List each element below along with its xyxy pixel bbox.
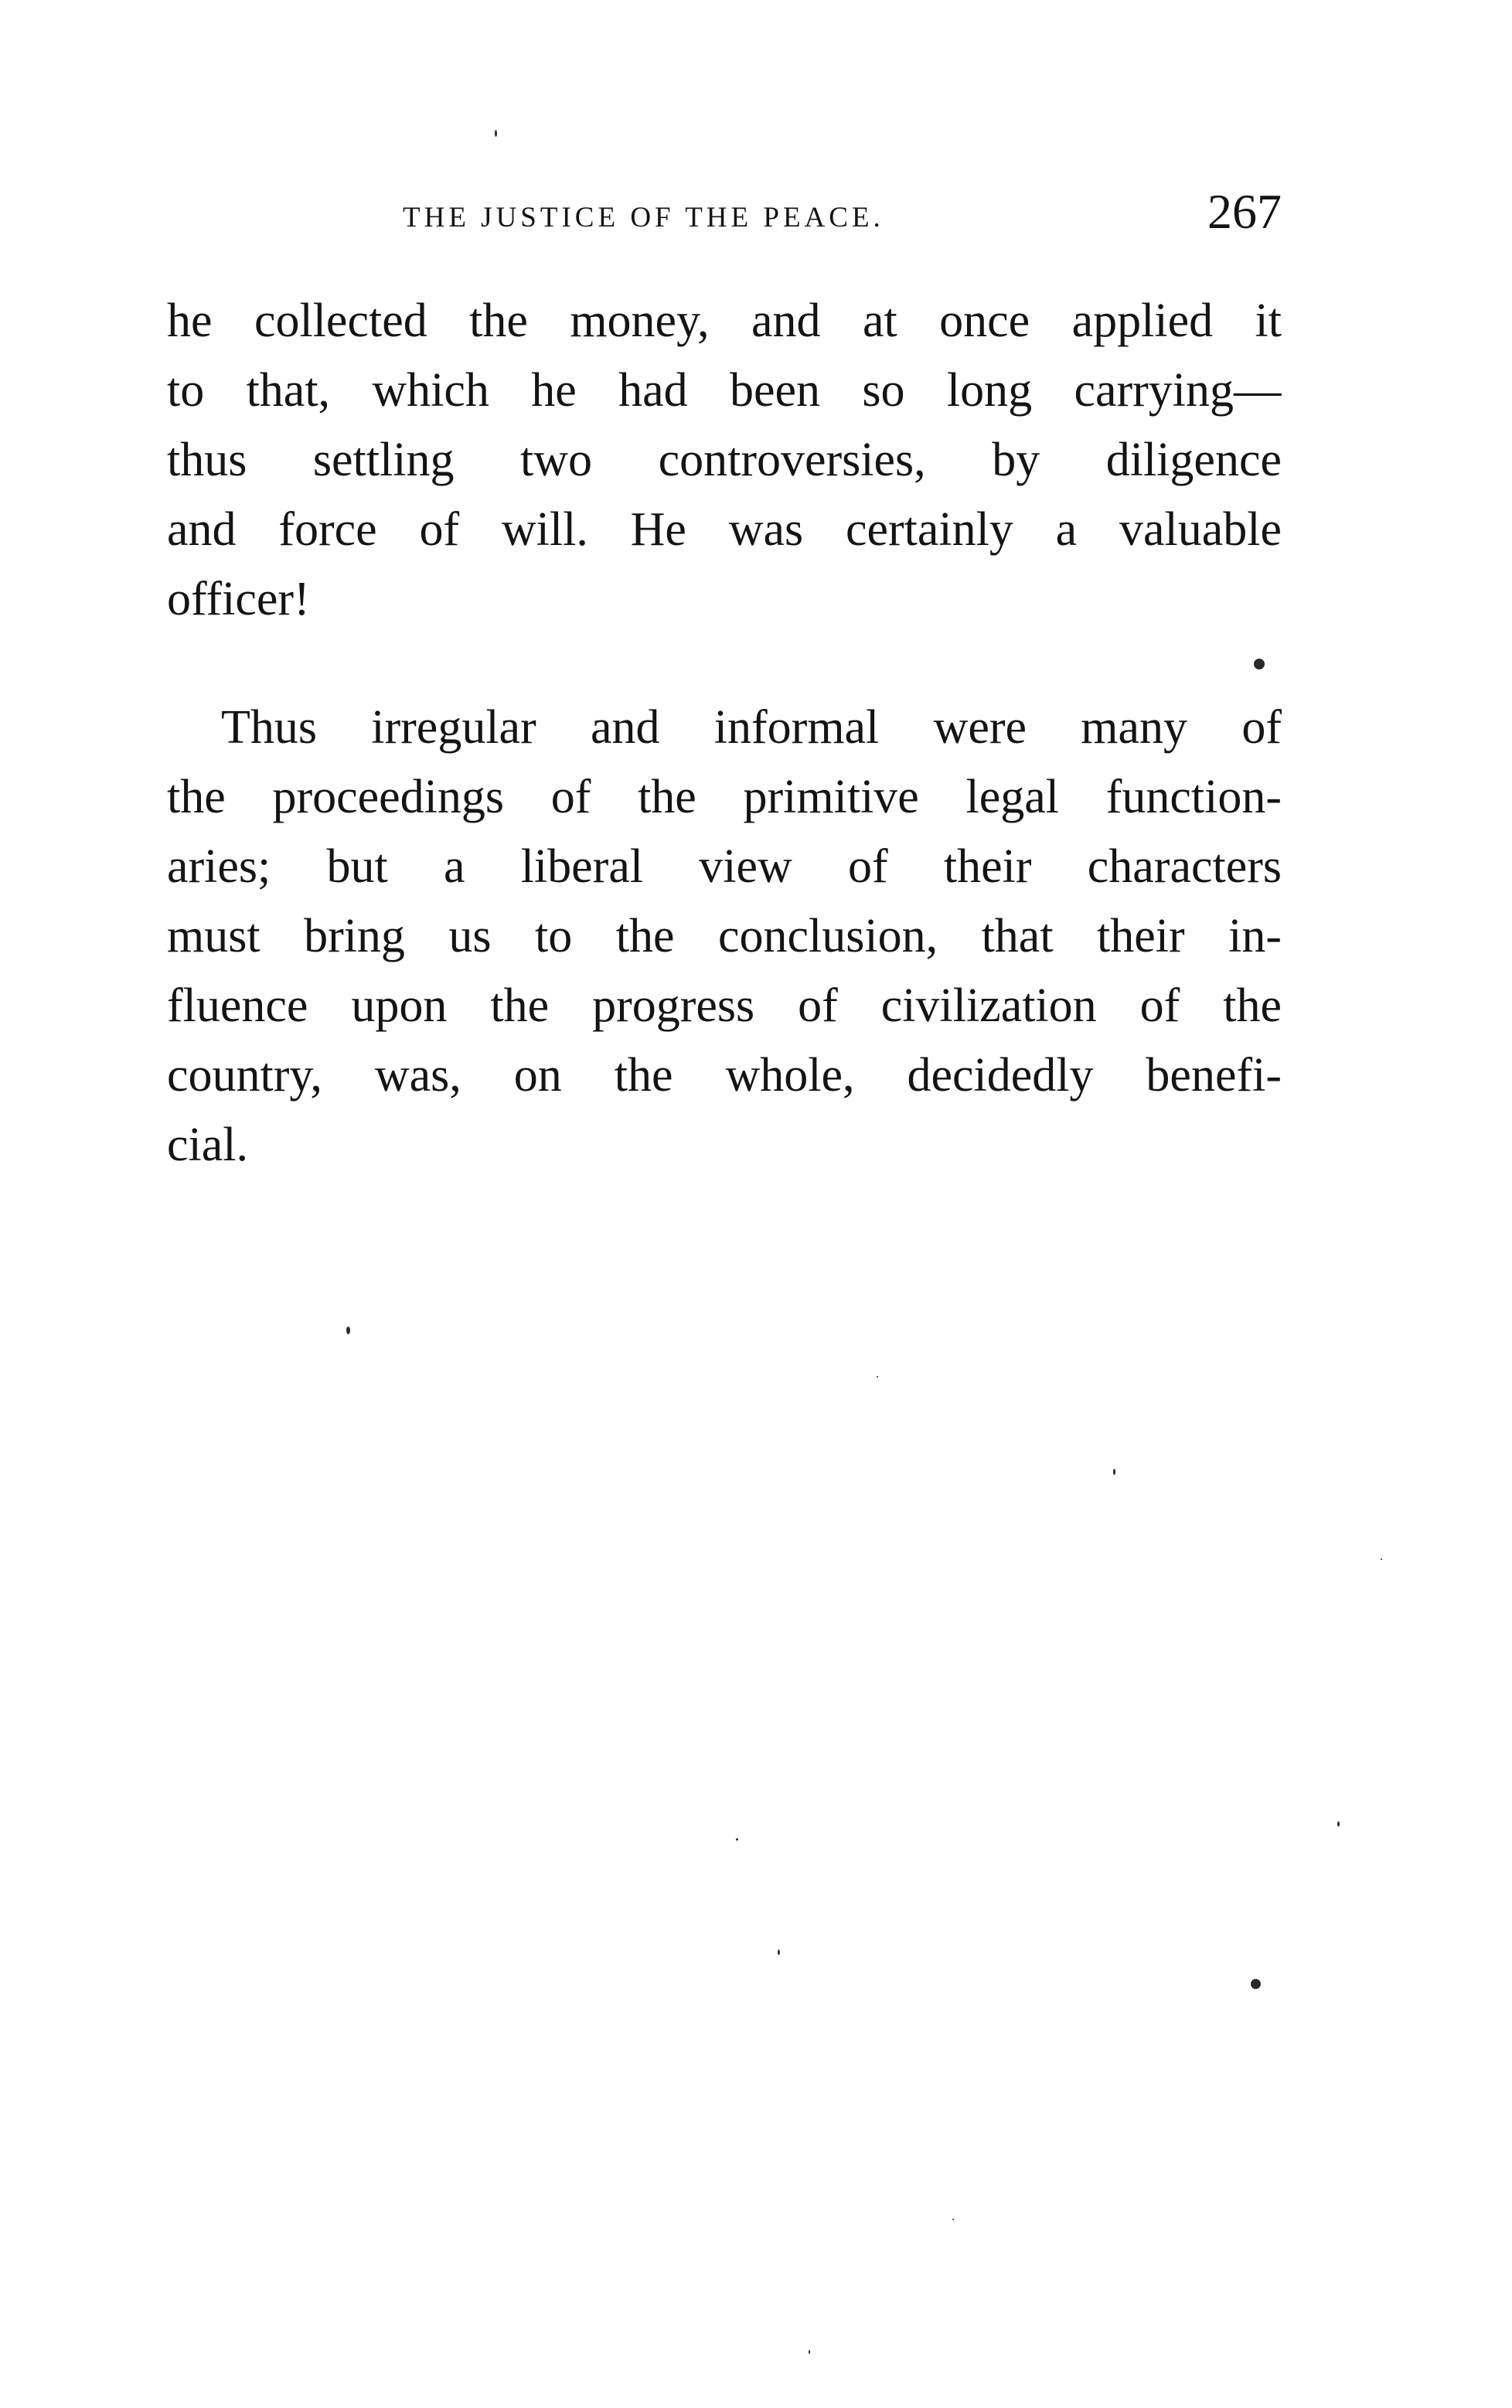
text-line: fluence upon the progress of civilization of the: [167, 979, 1282, 1032]
paragraph-1: [167, 286, 1282, 634]
text-line: the proceedings of the primitive legal function-: [167, 771, 1282, 823]
scan-speck: [1254, 659, 1265, 669]
text-line: aries; but a liberal view of their characters: [167, 840, 1282, 893]
text-line: country, was, on the whole, decidedly benefi-: [167, 1049, 1282, 1102]
text-line: he collected the money, and at once applied it: [167, 295, 1282, 347]
text-line: and force of will. He was certainly a valuable: [167, 503, 1282, 556]
scan-speck: [778, 1950, 780, 1955]
text-line: must bring us to the conclusion, that their in-: [167, 910, 1282, 962]
text-line: officer!: [167, 573, 310, 625]
scan-speck: [1251, 1979, 1261, 1989]
scan-speck: [809, 2350, 810, 2354]
text-line: cial.: [167, 1119, 248, 1171]
scan-speck: [346, 1327, 350, 1334]
scan-speck: [877, 1376, 878, 1378]
paragraph-2: [167, 693, 1282, 1180]
scan-speck: [1113, 1469, 1115, 1475]
scan-speck: [1337, 1821, 1340, 1827]
text-line: to that, which he had been so long carrying—: [167, 364, 1282, 417]
scan-speck: [495, 130, 497, 137]
scan-speck: [952, 2219, 954, 2220]
text-line: thus settling two controversies, by diligence: [167, 434, 1282, 486]
scan-speck: [1381, 1558, 1382, 1560]
scan-speck: [736, 1838, 738, 1841]
page-number: 267: [1207, 184, 1282, 239]
running-title: THE JUSTICE OF THE PEACE.: [403, 202, 884, 233]
running-head: [167, 184, 1282, 246]
text-line: Thus irregular and informal were many of: [221, 701, 1282, 754]
